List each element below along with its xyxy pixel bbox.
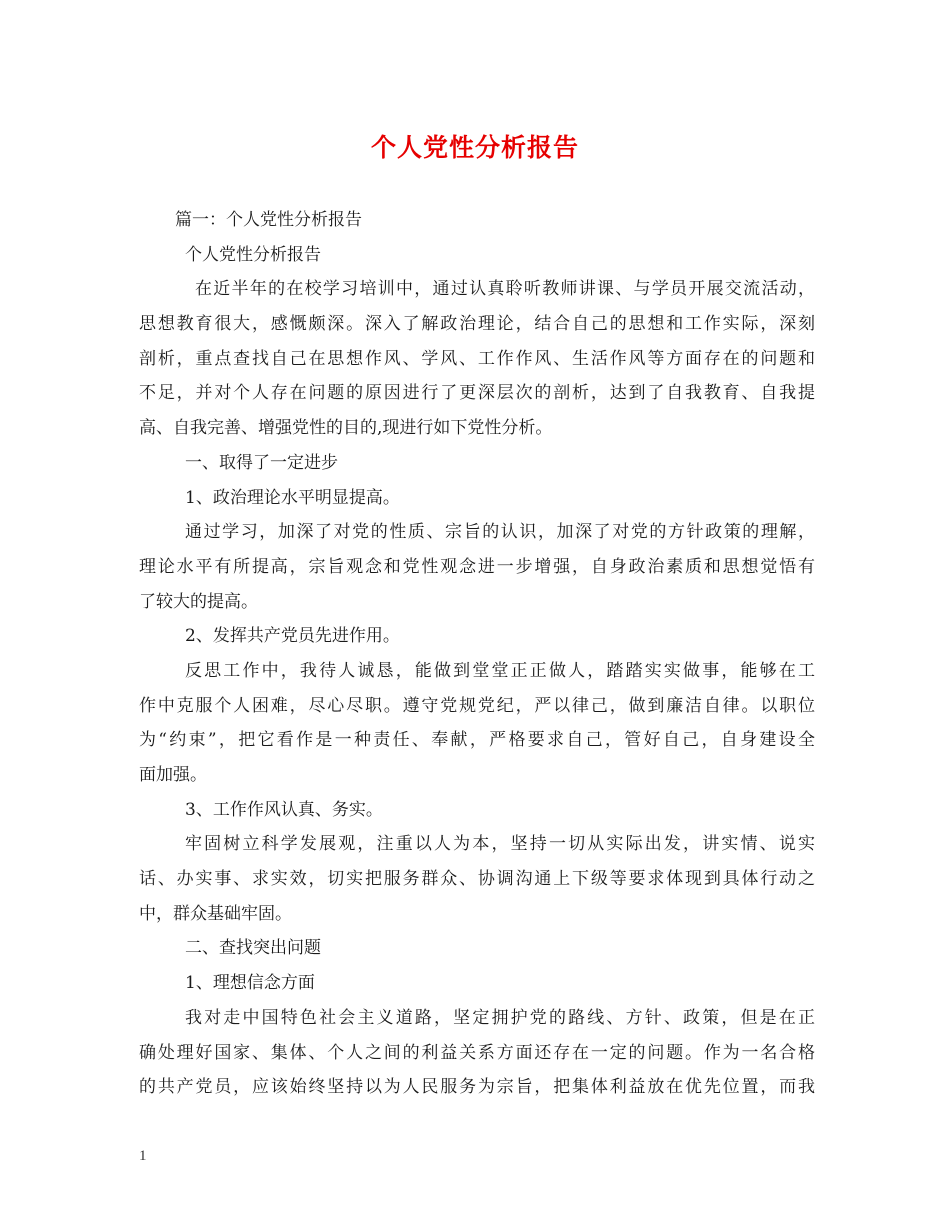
text-line: 作中克服个人困难，尽心尽职。遵守党规党纪，严以律己，做到廉洁自律。以职位: [139, 695, 815, 716]
text-line: 为“约束”，把它看作是一种责任、奉献，严格要求自己，管好自己，自身建设全: [139, 730, 815, 751]
text-line: 面加强。: [139, 765, 207, 785]
text-line: 二、查找突出问题: [185, 938, 321, 959]
text-line: 中，群众基础牢固。: [139, 903, 292, 924]
text-line: 我对走中国特色社会主义道路，坚定拥护党的路线、方针、政策，但是在正: [185, 1007, 815, 1028]
text-line: 理论水平有所提高，宗旨观念和党性观念进一步增强，自身政治素质和思想觉悟有: [139, 556, 815, 577]
text-line: 1、理想信念方面: [185, 973, 315, 994]
page-number: 1: [139, 1148, 147, 1164]
text-line: 通过学习，加深了对党的性质、宗旨的认识，加深了对党的方针政策的理解，: [185, 522, 815, 543]
text-line: 在近半年的在校学习培训中，通过认真聆听教师讲课、与学员开展交流活动，: [195, 279, 815, 300]
text-line: 话、办实事、求实效，切实把服务群众、协调沟通上下级等要求体现到具体行动之: [139, 869, 815, 890]
text-line: 牢固树立科学发展观，注重以人为本，坚持一切从实际出发，讲实情、说实: [185, 834, 815, 855]
text-line: 1、政治理论水平明显提高。: [185, 487, 400, 508]
text-line: 高、自我完善、增强党性的目的,现进行如下党性分析。: [139, 418, 553, 439]
document-title: 个人党性分析报告: [370, 133, 579, 162]
text-line: 3、工作作风认真、务实。: [185, 799, 383, 820]
text-line: 2、发挥共产党员先进作用。: [185, 626, 400, 647]
text-line: 了较大的提高。: [139, 591, 258, 612]
text-line: 确处理好国家、集体、个人之间的利益关系方面还存在一定的问题。作为一名合格: [139, 1042, 815, 1063]
text-line: 一、取得了一定进步: [185, 452, 338, 473]
text-line: 的共产党员，应该始终坚持以为人民服务为宗旨，把集体利益放在优先位置，而我: [139, 1077, 815, 1098]
text-line: 反思工作中，我待人诚恳，能做到堂堂正正做人，踏踏实实做事，能够在工: [185, 660, 815, 681]
text-line: 剖析，重点查找自己在思想作风、学风、工作作风、生活作风等方面存在的问题和: [139, 348, 815, 369]
document-body: [139, 203, 815, 1105]
text-line: 不足，并对个人存在问题的原因进行了更深层次的剖析，达到了自我教育、自我提: [139, 383, 815, 404]
text-line: 思想教育很大，感慨颇深。深入了解政治理论，结合自己的思想和工作实际，深刻: [139, 314, 815, 335]
text-line: 篇一：个人党性分析报告: [175, 210, 362, 230]
text-line: 个人党性分析报告: [185, 244, 321, 265]
